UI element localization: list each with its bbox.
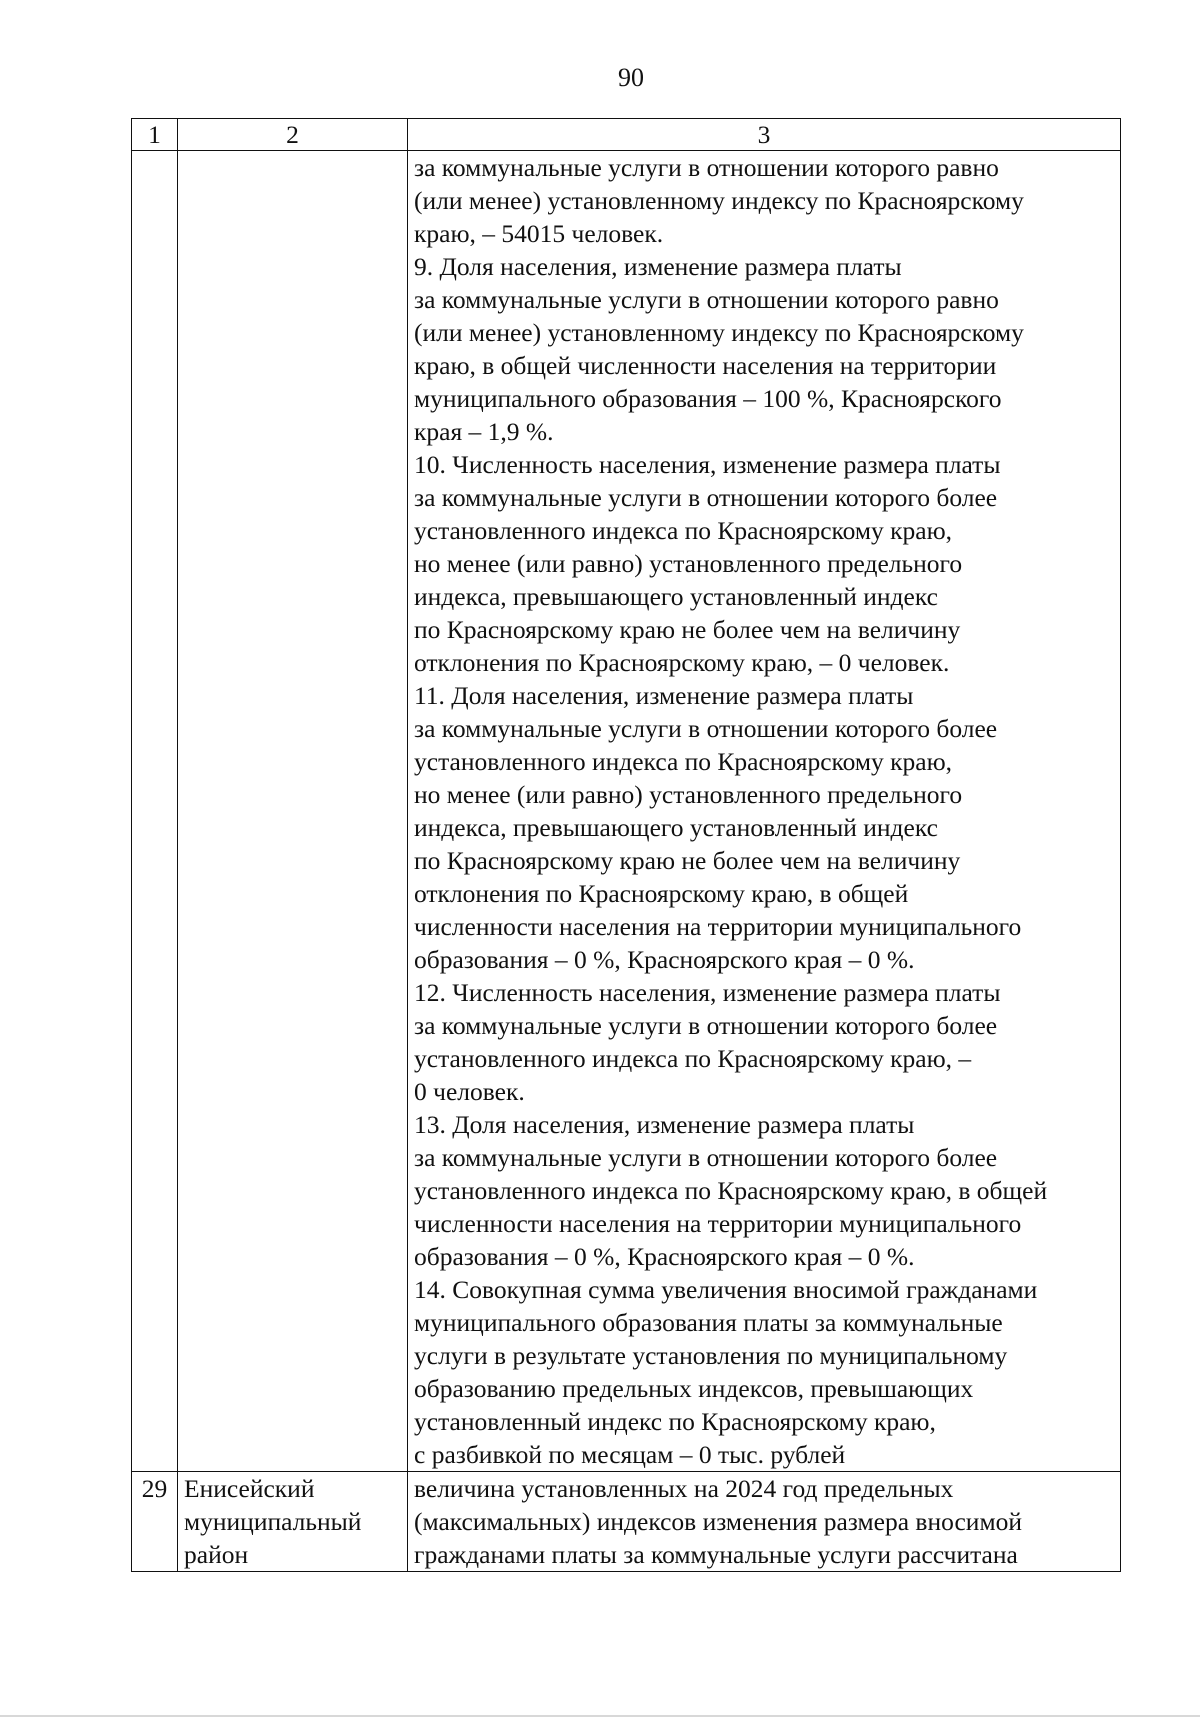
text-line: по Красноярскому краю не более чем на величину xyxy=(414,615,961,644)
indices-table xyxy=(131,118,1121,1572)
row-29-municipality xyxy=(178,1472,408,1572)
text-line: 14. Совокупная сумма увеличения вносимой гражданами xyxy=(414,1275,1038,1304)
text-line: 11. Доля населения, изменение размера платы xyxy=(414,681,914,710)
text-line: индекса, превышающего установленный индекс xyxy=(414,582,938,611)
text-line: услуги в результате установления по муниципальному xyxy=(414,1341,1008,1370)
text-line: муниципальный xyxy=(184,1507,362,1536)
text-line: муниципального образования – 100 %, Красноярского xyxy=(414,384,1002,413)
text-line: за коммунальные услуги в отношении которого более xyxy=(414,1143,998,1172)
text-line: величина установленных на 2024 год предельных xyxy=(414,1474,954,1503)
text-line: установленного индекса по Красноярскому краю, – xyxy=(414,1044,972,1073)
header-col-1: 1 xyxy=(132,119,178,151)
continuation-col-3 xyxy=(408,151,1121,1472)
table-row-continuation xyxy=(132,151,1121,1472)
text-line: за коммунальные услуги в отношении которого равно xyxy=(414,153,999,182)
text-line: образования – 0 %, Красноярского края – 0 %. xyxy=(414,1242,915,1271)
header-col-2: 2 xyxy=(178,119,408,151)
text-line: по Красноярскому краю не более чем на величину xyxy=(414,846,961,875)
text-line: краю, в общей численности населения на территории xyxy=(414,351,997,380)
text-line: установленного индекса по Красноярскому краю, xyxy=(414,516,953,545)
text-line: Енисейский xyxy=(184,1474,315,1503)
text-line: краю, – 54015 человек. xyxy=(414,219,664,248)
text-line: 9. Доля населения, изменение размера платы xyxy=(414,252,902,281)
text-line: но менее (или равно) установленного предельного xyxy=(414,549,963,578)
continuation-col-2 xyxy=(178,151,408,1472)
continuation-col-1 xyxy=(132,151,178,1472)
text-line: за коммунальные услуги в отношении которого более xyxy=(414,483,998,512)
text-line: за коммунальные услуги в отношении которого более xyxy=(414,1011,998,1040)
table-row-29 xyxy=(132,1472,1121,1572)
text-line: за коммунальные услуги в отношении которого равно xyxy=(414,285,999,314)
text-line: отклонения по Красноярскому краю, – 0 человек. xyxy=(414,648,950,677)
text-line: с разбивкой по месяцам – 0 тыс. рублей xyxy=(414,1440,846,1469)
header-col-3: 3 xyxy=(408,119,1121,151)
text-line: гражданами платы за коммунальные услуги рассчитана xyxy=(414,1540,1018,1569)
text-line: установленного индекса по Красноярскому краю, xyxy=(414,747,953,776)
table-header-row xyxy=(132,119,1121,151)
text-line: отклонения по Красноярскому краю, в общей xyxy=(414,879,909,908)
text-line: за коммунальные услуги в отношении которого более xyxy=(414,714,998,743)
text-line: (или менее) установленному индексу по Красноярскому xyxy=(414,318,1024,347)
scan-edge-line xyxy=(0,1715,1200,1717)
text-line: образования – 0 %, Красноярского края – 0 %. xyxy=(414,945,915,974)
text-line: муниципального образования платы за коммунальные xyxy=(414,1308,1003,1337)
row-29-number: 29 xyxy=(132,1472,178,1572)
text-line: края – 1,9 %. xyxy=(414,417,554,446)
text-line: (или менее) установленному индексу по Красноярскому xyxy=(414,186,1024,215)
text-line: (максимальных) индексов изменения размера вносимой xyxy=(414,1507,1022,1536)
text-line: но менее (или равно) установленного предельного xyxy=(414,780,963,809)
text-line: образованию предельных индексов, превышающих xyxy=(414,1374,974,1403)
text-line: численности населения на территории муниципального xyxy=(414,912,1022,941)
text-line: численности населения на территории муниципального xyxy=(414,1209,1022,1238)
text-line: установленного индекса по Красноярскому краю, в общей xyxy=(414,1176,1048,1205)
text-line: 10. Численность населения, изменение размера платы xyxy=(414,450,1001,479)
text-line: 13. Доля населения, изменение размера платы xyxy=(414,1110,915,1139)
text-line: установленный индекс по Красноярскому краю, xyxy=(414,1407,936,1436)
text-line: 0 человек. xyxy=(414,1077,525,1106)
text-line: индекса, превышающего установленный индекс xyxy=(414,813,938,842)
text-line: 12. Численность населения, изменение размера платы xyxy=(414,978,1001,1007)
page-number: 90 xyxy=(618,63,644,92)
text-line: район xyxy=(184,1540,249,1569)
row-29-description xyxy=(408,1472,1121,1572)
